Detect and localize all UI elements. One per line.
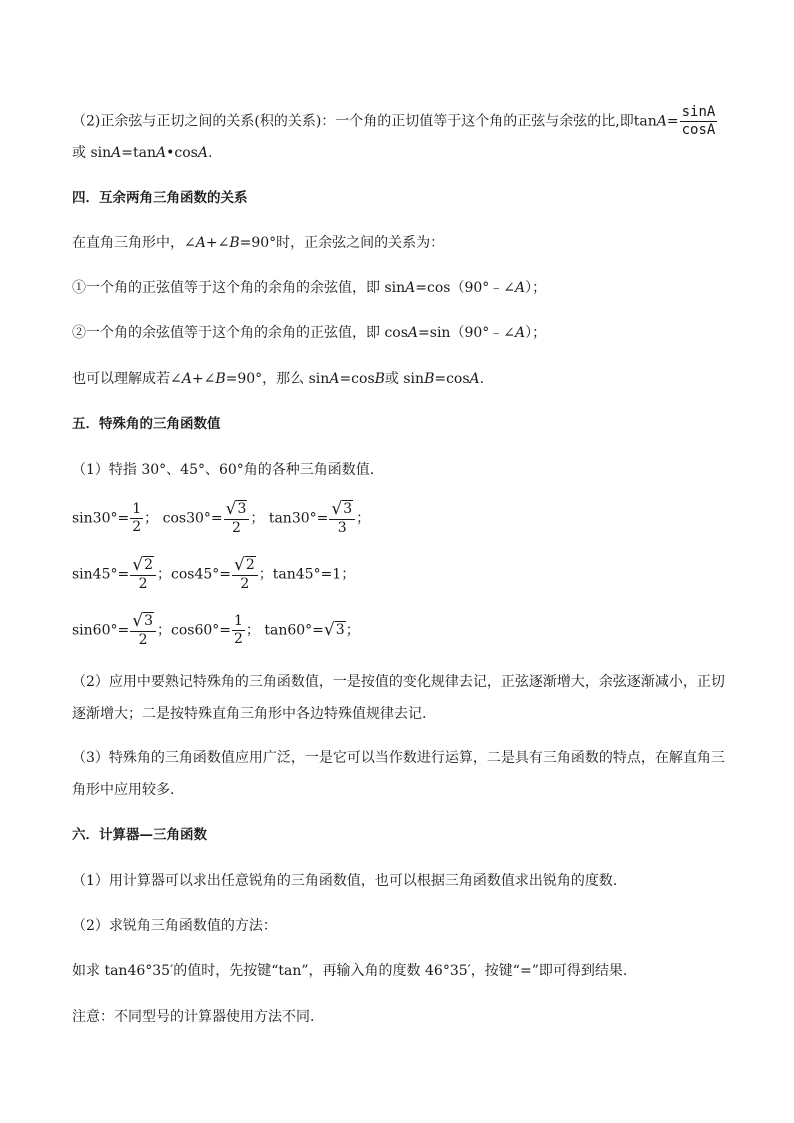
separator: ； bbox=[356, 510, 371, 527]
special-angle-row-60 bbox=[72, 612, 360, 649]
special-angle-row-30 bbox=[72, 500, 370, 537]
cos30-label: cos30°= bbox=[162, 510, 223, 527]
memorize-paragraph-line2: 逐渐增大；二是按特殊直角三角形中各边特殊值规律去记. bbox=[72, 706, 427, 722]
complementary-intro bbox=[72, 234, 444, 252]
separator: ； bbox=[258, 566, 273, 583]
var-b: B bbox=[229, 235, 240, 251]
tan30-value bbox=[329, 500, 355, 537]
var-a: A bbox=[515, 325, 526, 341]
text: +∠ bbox=[191, 371, 216, 387]
var-a: A bbox=[407, 325, 419, 341]
cos45-label: cos45°= bbox=[171, 566, 231, 583]
complementary-summary bbox=[72, 370, 484, 388]
text: =90°，那么 sin bbox=[225, 371, 330, 387]
text: ）； bbox=[525, 280, 547, 296]
calculator-example: 如求 tan46°35′的值时，先按键“tan”，再输入角的度数 46°35′，按键“=”即可得到结果. bbox=[72, 963, 628, 979]
separator: ； bbox=[250, 510, 265, 527]
radicand: 3 bbox=[343, 501, 353, 517]
cos60-label: cos60°= bbox=[171, 622, 231, 639]
sqrt-symbol: √ 2 bbox=[234, 555, 255, 575]
text: 或 sin bbox=[384, 371, 425, 387]
text: •cos bbox=[166, 145, 198, 161]
complementary-rule-2 bbox=[72, 324, 546, 342]
text: =cos bbox=[339, 371, 375, 387]
sin60-label: sin60°= bbox=[72, 622, 130, 639]
var-a: A bbox=[515, 280, 526, 296]
var-a: A bbox=[656, 113, 667, 130]
denominator: 2 bbox=[138, 576, 148, 592]
separator: ； bbox=[157, 622, 171, 639]
var-b: B bbox=[424, 371, 435, 387]
sqrt-symbol: √ 3 bbox=[132, 611, 153, 631]
radicand: 3 bbox=[237, 501, 247, 517]
sqrt-symbol: √ 2 bbox=[132, 555, 153, 575]
tan30-label: tan30°= bbox=[268, 510, 329, 527]
sqrt-symbol: √ 3 bbox=[331, 499, 353, 519]
denominator: 2 bbox=[138, 632, 148, 648]
numerator bbox=[224, 500, 250, 520]
separator: ； bbox=[345, 622, 360, 639]
separator: ； bbox=[144, 510, 159, 527]
calculator-note: 注意：不同型号的计算器使用方法不同. bbox=[72, 1009, 315, 1025]
sin45-label: sin45°= bbox=[72, 566, 130, 583]
var-a: A bbox=[156, 145, 167, 161]
complementary-rule-1 bbox=[72, 279, 546, 297]
tan-fraction-numerator: sinA bbox=[681, 104, 716, 120]
cos60-value bbox=[232, 613, 245, 648]
var-a: A bbox=[197, 145, 208, 161]
denominator: 3 bbox=[337, 520, 347, 536]
calculator-paragraph-2: （2）求锐角三角函数值的方法： bbox=[72, 918, 277, 934]
product-relation-line2 bbox=[72, 144, 212, 162]
section-heading-5: 五．特殊角的三角函数值 bbox=[72, 416, 221, 432]
numerator: 1 bbox=[132, 501, 142, 517]
memorize-paragraph-line1: （2）应用中要熟记特殊角的三角函数值，一是按值的变化规律去记，正弦逐渐增大，余弦逐渐减小，正切 bbox=[72, 674, 725, 690]
sin45-value bbox=[130, 556, 156, 593]
cos45-value bbox=[232, 556, 258, 593]
sin30-value bbox=[130, 501, 143, 536]
text: ②一个角的余弦值等于这个角的余角的正弦值，即 cos bbox=[72, 325, 408, 341]
text: =cos（90°﹣∠ bbox=[415, 280, 515, 296]
section-heading-4: 四．互余两角三角函数的关系 bbox=[72, 190, 248, 206]
var-b: B bbox=[374, 371, 385, 387]
text: =sin（90°﹣∠ bbox=[418, 325, 515, 341]
application-paragraph-line1: （3）特殊角的三角函数值应用广泛，一是它可以当作数进行运算，二是具有三角函数的特点，在解直角三 bbox=[72, 750, 725, 766]
numerator bbox=[130, 556, 156, 576]
sqrt-symbol: √ 3 bbox=[225, 499, 247, 519]
radicand: 3 bbox=[144, 613, 153, 629]
var-b: B bbox=[215, 371, 226, 387]
equals-sign: = bbox=[666, 113, 679, 130]
numerator bbox=[130, 612, 156, 632]
section-heading-6: 六．计算器—三角函数 bbox=[72, 827, 207, 843]
radicand: 3 bbox=[335, 621, 345, 638]
text: =cos bbox=[434, 371, 470, 387]
text: ①一个角的正弦值等于这个角的余角的余弦值，即 sin bbox=[72, 280, 406, 296]
text: 或 sin bbox=[72, 145, 112, 161]
tan60-value: √ 3 bbox=[323, 619, 345, 640]
text: 也可以理解成若∠ bbox=[72, 371, 182, 387]
text: 在直角三角形中，∠ bbox=[72, 235, 196, 251]
denominator: 2 bbox=[232, 520, 241, 536]
product-relation-text: （2)正余弦与正切之间的关系(积的关系)：一个角的正切值等于这个角的正弦与余弦的比,即tan bbox=[72, 113, 657, 130]
special-angle-row-45 bbox=[72, 556, 355, 593]
text: ）； bbox=[525, 325, 547, 341]
numerator bbox=[329, 500, 355, 520]
var-a: A bbox=[195, 235, 206, 251]
text: . bbox=[479, 371, 485, 387]
separator: ； bbox=[157, 566, 171, 583]
separator: ； bbox=[245, 622, 260, 639]
radicand: 2 bbox=[144, 557, 153, 573]
numerator bbox=[232, 556, 258, 576]
application-paragraph-line2: 角形中应用较多. bbox=[72, 782, 175, 798]
product-relation-line1 bbox=[72, 104, 718, 139]
text: =90°时，正余弦之间的关系为： bbox=[239, 235, 445, 251]
special-angles-intro: （1）特指 30°、45°、60°角的各种三角函数值. bbox=[72, 462, 375, 478]
denominator: 2 bbox=[132, 519, 142, 535]
calculator-paragraph-1: （1）用计算器可以求出任意锐角的三角函数值，也可以根据三角函数值求出锐角的度数. bbox=[72, 873, 618, 889]
tan60-label: tan60°= bbox=[264, 622, 324, 639]
var-a: A bbox=[469, 371, 480, 387]
tan-fraction-denominator: cosA bbox=[681, 122, 716, 138]
tan-fraction bbox=[680, 104, 718, 139]
text: +∠ bbox=[205, 235, 230, 251]
var-a: A bbox=[181, 371, 192, 387]
var-a: A bbox=[329, 371, 340, 387]
cos30-value bbox=[224, 500, 250, 537]
text: . bbox=[207, 145, 213, 161]
text: =tan bbox=[121, 145, 156, 161]
sin30-label: sin30°= bbox=[72, 510, 130, 527]
radicand: 2 bbox=[245, 557, 255, 573]
denominator: 2 bbox=[240, 576, 250, 592]
tan45-value: tan45°=1； bbox=[272, 566, 356, 583]
var-a: A bbox=[405, 280, 416, 296]
var-a: A bbox=[111, 145, 122, 161]
numerator: 1 bbox=[234, 613, 243, 629]
denominator: 2 bbox=[234, 631, 243, 647]
sin60-value bbox=[130, 612, 156, 649]
